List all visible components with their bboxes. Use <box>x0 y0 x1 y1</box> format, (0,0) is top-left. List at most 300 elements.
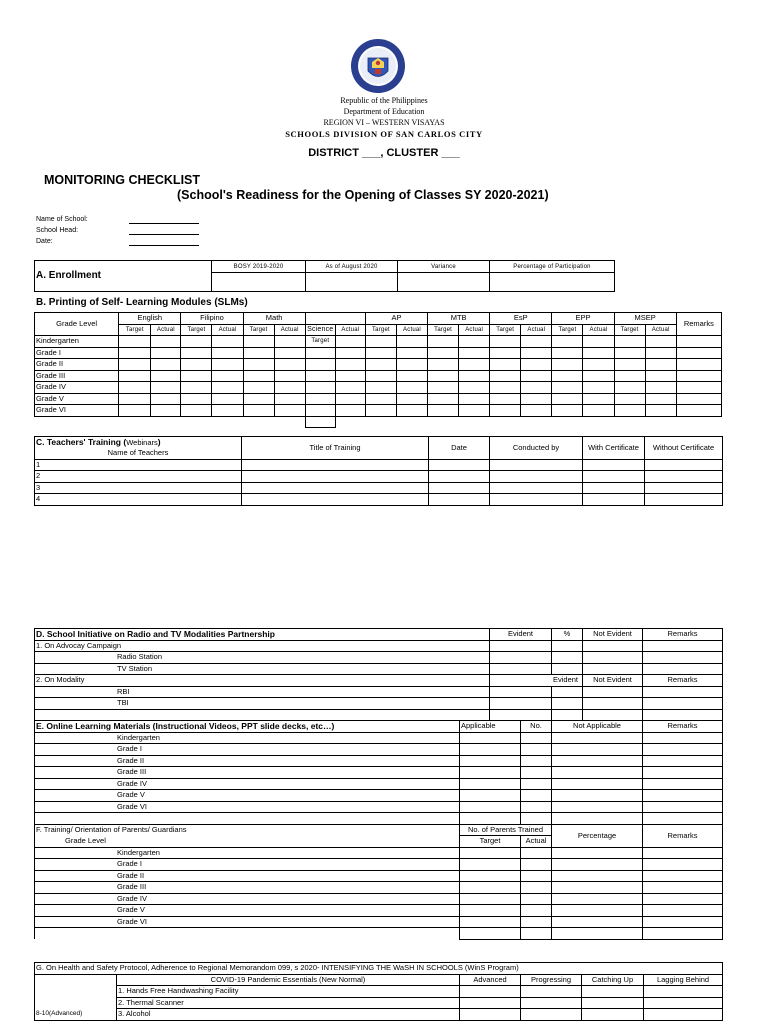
cell[interactable] <box>460 870 521 882</box>
slm-cell[interactable] <box>243 359 274 371</box>
col-percentage: Percentage <box>552 824 643 847</box>
slm-cell[interactable] <box>119 382 151 394</box>
with-cert-cell[interactable] <box>583 459 645 471</box>
english-actual: Actual <box>151 324 181 336</box>
slm-table <box>34 312 722 428</box>
grade-level-header: Grade Level <box>35 313 119 336</box>
slm-cell[interactable] <box>645 359 676 371</box>
enroll-variance-cell[interactable] <box>398 273 490 292</box>
cell[interactable] <box>552 767 643 779</box>
school-name-field[interactable] <box>129 223 199 224</box>
wins-item-3: 3. Alcohol <box>117 1009 460 1021</box>
ap-target: Target <box>365 324 396 336</box>
training-date-cell[interactable] <box>429 494 490 506</box>
section-f-title: F. Training/ Orientation of Parents/ Guardians <box>35 824 460 836</box>
cell[interactable] <box>552 744 643 756</box>
table-row <box>35 382 722 394</box>
slm-cell[interactable] <box>365 359 396 371</box>
subject-epp: EPP <box>552 313 614 325</box>
training-title-cell[interactable] <box>242 494 429 506</box>
cell[interactable] <box>460 916 521 928</box>
slm-cell[interactable] <box>365 393 396 405</box>
slm-cell[interactable] <box>243 382 274 394</box>
slm-cell[interactable] <box>305 405 335 417</box>
slm-cell[interactable] <box>335 393 365 405</box>
slm-cell[interactable] <box>459 370 490 382</box>
cell[interactable] <box>521 905 552 917</box>
slm-cell[interactable] <box>521 359 552 371</box>
slm-cell[interactable] <box>490 359 521 371</box>
cell[interactable] <box>552 859 643 871</box>
slm-cell[interactable] <box>335 382 365 394</box>
grade-label: Grade IV <box>35 382 119 394</box>
slm-cell[interactable] <box>459 347 490 359</box>
slm-cell[interactable] <box>396 393 427 405</box>
slm-cell[interactable] <box>521 347 552 359</box>
slm-cell[interactable] <box>243 405 274 417</box>
slm-cell[interactable] <box>274 336 305 348</box>
grade-label: Grade III <box>35 370 119 382</box>
cell[interactable] <box>521 870 552 882</box>
grade-label: Grade V <box>35 393 119 405</box>
col-evident-2: Evident <box>490 675 583 687</box>
cell[interactable] <box>460 882 521 894</box>
table-row <box>35 778 723 790</box>
grade-label: Grade IV <box>35 893 460 905</box>
subject-mtb: MTB <box>428 313 490 325</box>
cell[interactable] <box>460 905 521 917</box>
slm-cell[interactable] <box>274 359 305 371</box>
cell[interactable] <box>460 893 521 905</box>
conducted-by-cell[interactable] <box>490 471 583 483</box>
cell[interactable] <box>643 916 723 928</box>
slm-cell[interactable] <box>583 382 614 394</box>
grade-label: Grade VI <box>35 916 460 928</box>
cell[interactable] <box>460 847 521 859</box>
slm-cell[interactable] <box>583 336 614 348</box>
slm-cell[interactable] <box>305 359 335 371</box>
slm-cell[interactable] <box>614 382 645 394</box>
slm-cell[interactable] <box>521 405 552 417</box>
slm-cell[interactable] <box>212 347 243 359</box>
slm-cell[interactable] <box>305 370 335 382</box>
grade-label: Grade IV <box>35 778 460 790</box>
slm-cell[interactable] <box>365 382 396 394</box>
cell[interactable] <box>460 778 521 790</box>
training-title-cell[interactable] <box>242 459 429 471</box>
grade-label: Grade VI <box>35 405 119 417</box>
slm-cell[interactable] <box>552 405 583 417</box>
enrollment-table <box>34 260 615 292</box>
grade-label: Grade VI <box>35 801 460 813</box>
slm-cell[interactable] <box>365 405 396 417</box>
cell[interactable] <box>521 767 552 779</box>
slm-cell[interactable] <box>274 393 305 405</box>
slm-cell[interactable] <box>305 382 335 394</box>
cell[interactable] <box>460 859 521 871</box>
training-date-cell[interactable] <box>429 482 490 494</box>
slm-cell[interactable] <box>614 393 645 405</box>
cell[interactable] <box>643 847 723 859</box>
slm-cell[interactable] <box>552 359 583 371</box>
slm-remarks-cell[interactable] <box>676 393 721 405</box>
col-variance: Variance <box>398 261 490 273</box>
cell[interactable] <box>643 882 723 894</box>
cell[interactable] <box>552 882 643 894</box>
slm-cell[interactable] <box>396 336 427 348</box>
slm-cell[interactable] <box>552 382 583 394</box>
slm-cell[interactable] <box>274 382 305 394</box>
col-evident: Evident <box>490 629 552 641</box>
teacher-row-number: 3 <box>35 482 242 494</box>
slm-cell[interactable] <box>552 347 583 359</box>
science-label: Science <box>305 324 335 336</box>
cell[interactable] <box>643 790 723 802</box>
science-actual: Actual <box>335 324 365 336</box>
region-line: REGION VI – WESTERN VISAYAS <box>323 118 445 127</box>
training-title-cell[interactable] <box>242 471 429 483</box>
slm-cell[interactable] <box>614 359 645 371</box>
conducted-by-cell[interactable] <box>490 482 583 494</box>
cell[interactable] <box>643 905 723 917</box>
cell[interactable] <box>460 732 521 744</box>
slm-cell[interactable] <box>552 370 583 382</box>
slm-cell[interactable] <box>274 405 305 417</box>
slm-cell[interactable] <box>645 405 676 417</box>
slm-cell[interactable] <box>243 336 274 348</box>
cell[interactable] <box>521 801 552 813</box>
cell[interactable] <box>521 847 552 859</box>
cell[interactable] <box>521 755 552 767</box>
cell[interactable] <box>521 882 552 894</box>
cell[interactable] <box>643 755 723 767</box>
training-date-cell[interactable] <box>429 471 490 483</box>
teacher-row-number: 2 <box>35 471 242 483</box>
slm-cell[interactable] <box>396 405 427 417</box>
slm-cell[interactable] <box>614 347 645 359</box>
slm-cell[interactable] <box>428 405 459 417</box>
slm-cell[interactable] <box>181 393 212 405</box>
slm-cell[interactable] <box>490 393 521 405</box>
slm-cell[interactable] <box>335 347 365 359</box>
slm-cell[interactable] <box>645 393 676 405</box>
on-modality: 2. On Modality <box>35 675 490 687</box>
epp-actual: Actual <box>583 324 614 336</box>
col-not-evident-2: Not Evident <box>583 675 643 687</box>
slm-cell[interactable] <box>181 405 212 417</box>
slm-cell[interactable] <box>521 336 552 348</box>
with-cert-cell[interactable] <box>583 482 645 494</box>
slm-cell[interactable] <box>305 416 335 428</box>
slm-cell[interactable] <box>119 370 151 382</box>
cell[interactable] <box>552 870 643 882</box>
slm-cell[interactable] <box>521 393 552 405</box>
enroll-bosy-cell[interactable] <box>212 273 306 292</box>
enroll-august-cell[interactable] <box>306 273 398 292</box>
slm-cell[interactable] <box>396 370 427 382</box>
health-safety-table <box>34 962 723 1021</box>
slm-cell[interactable] <box>335 405 365 417</box>
section-g-title: G. On Health and Safety Protocol, Adherence to Regional Memorandom 099, s 2020- INTENSIFYING THE WaSH IN SCHOOLS (WinS Program) <box>35 963 723 975</box>
cell[interactable] <box>552 916 643 928</box>
slm-cell[interactable] <box>583 347 614 359</box>
slm-cell[interactable] <box>181 347 212 359</box>
slm-cell[interactable] <box>459 359 490 371</box>
cell[interactable] <box>552 790 643 802</box>
slm-cell[interactable] <box>490 405 521 417</box>
slm-cell[interactable] <box>151 382 181 394</box>
cell[interactable] <box>643 744 723 756</box>
cell[interactable] <box>643 732 723 744</box>
slm-cell[interactable] <box>428 347 459 359</box>
enroll-participation-cell[interactable] <box>490 273 615 292</box>
slm-cell[interactable] <box>335 370 365 382</box>
english-target: Target <box>119 324 151 336</box>
without-cert-cell[interactable] <box>645 471 723 483</box>
section-c-title <box>35 437 242 449</box>
slm-cell[interactable] <box>428 393 459 405</box>
slm-cell[interactable] <box>181 370 212 382</box>
slm-cell[interactable] <box>335 359 365 371</box>
cell[interactable] <box>552 755 643 767</box>
slm-cell[interactable] <box>459 336 490 348</box>
slm-cell[interactable] <box>181 359 212 371</box>
col-participation: Percentage of Participation <box>490 261 615 273</box>
cell[interactable] <box>460 767 521 779</box>
col-conducted-by: Conducted by <box>490 437 583 460</box>
table-row <box>35 494 723 506</box>
slm-cell[interactable] <box>396 382 427 394</box>
slm-cell[interactable] <box>181 382 212 394</box>
slm-cell[interactable] <box>521 382 552 394</box>
slm-cell[interactable] <box>428 382 459 394</box>
division-line: SCHOOLS DIVISION OF SAN CARLOS CITY <box>285 129 483 139</box>
slm-cell[interactable] <box>614 336 645 348</box>
slm-remarks-cell[interactable] <box>676 359 721 371</box>
cell[interactable] <box>643 859 723 871</box>
epp-target: Target <box>552 324 583 336</box>
cell[interactable] <box>552 778 643 790</box>
tv-station: TV Station <box>35 663 490 675</box>
section-e-title: E. Online Learning Materials (Instructional Videos, PPT slide decks, etc…) <box>35 721 460 733</box>
with-cert-cell[interactable] <box>583 494 645 506</box>
table-row <box>35 405 722 417</box>
slm-remarks-cell[interactable] <box>676 405 721 417</box>
cell[interactable] <box>552 893 643 905</box>
slm-cell[interactable] <box>243 370 274 382</box>
school-head-label: School Head: <box>36 227 79 234</box>
table-row <box>35 767 723 779</box>
slm-cell[interactable] <box>274 370 305 382</box>
section-c-title-bold: C. Teachers' Training ( <box>36 437 127 447</box>
slm-cell[interactable] <box>151 393 181 405</box>
slm-cell[interactable] <box>428 336 459 348</box>
without-cert-cell[interactable] <box>645 482 723 494</box>
slm-cell[interactable] <box>583 393 614 405</box>
cell[interactable] <box>643 767 723 779</box>
slm-cell[interactable] <box>243 393 274 405</box>
remarks-header: Remarks <box>676 313 721 336</box>
slm-cell[interactable] <box>151 347 181 359</box>
slm-cell[interactable] <box>490 382 521 394</box>
col-lagging-behind: Lagging Behind <box>644 974 723 986</box>
slm-cell[interactable] <box>305 393 335 405</box>
slm-cell[interactable] <box>365 336 396 348</box>
slm-cell[interactable] <box>396 359 427 371</box>
cell[interactable] <box>460 744 521 756</box>
slm-cell[interactable] <box>151 405 181 417</box>
slm-cell[interactable] <box>552 336 583 348</box>
subject-math: Math <box>243 313 305 325</box>
slm-cell[interactable] <box>119 359 151 371</box>
grade-label: Grade III <box>35 882 460 894</box>
grade-label: Grade V <box>35 905 460 917</box>
without-cert-cell[interactable] <box>645 459 723 471</box>
cell[interactable] <box>521 893 552 905</box>
slm-cell[interactable] <box>151 336 181 348</box>
slm-cell[interactable] <box>151 370 181 382</box>
slm-cell[interactable] <box>645 336 676 348</box>
cell[interactable] <box>460 755 521 767</box>
cell[interactable] <box>521 859 552 871</box>
conducted-by-cell[interactable] <box>490 494 583 506</box>
cell[interactable] <box>552 732 643 744</box>
republic-line: Republic of the Philippines <box>340 96 428 105</box>
cell[interactable] <box>552 801 643 813</box>
table-row <box>35 482 723 494</box>
table-row <box>35 393 722 405</box>
slm-cell[interactable] <box>212 393 243 405</box>
cell[interactable] <box>521 790 552 802</box>
date-field[interactable] <box>129 245 199 246</box>
slm-cell[interactable] <box>212 359 243 371</box>
slm-cell[interactable] <box>396 347 427 359</box>
table-row <box>35 370 722 382</box>
slm-remarks-cell[interactable] <box>676 347 721 359</box>
slm-cell[interactable] <box>428 370 459 382</box>
slm-cell[interactable] <box>151 359 181 371</box>
cell[interactable] <box>521 778 552 790</box>
slm-cell[interactable] <box>645 370 676 382</box>
grade-level-f: Grade Level <box>35 836 460 848</box>
slm-cell[interactable] <box>645 382 676 394</box>
slm-cell[interactable] <box>614 405 645 417</box>
cell[interactable] <box>521 916 552 928</box>
slm-cell[interactable] <box>181 336 212 348</box>
slm-cell[interactable] <box>583 359 614 371</box>
slm-cell[interactable] <box>119 336 151 348</box>
col-target-f: Target <box>460 836 521 848</box>
radio-station: Radio Station <box>35 652 490 664</box>
slm-cell[interactable] <box>119 393 151 405</box>
training-title-cell[interactable] <box>242 482 429 494</box>
col-catching-up: Catching Up <box>582 974 644 986</box>
training-date-cell[interactable] <box>429 459 490 471</box>
table-row <box>35 801 723 813</box>
slm-cell[interactable] <box>583 405 614 417</box>
subject-esp: EsP <box>490 313 552 325</box>
slm-cell[interactable] <box>365 370 396 382</box>
slm-cell[interactable] <box>212 336 243 348</box>
cell[interactable] <box>521 732 552 744</box>
slm-cell[interactable] <box>274 347 305 359</box>
slm-remarks-cell[interactable] <box>676 382 721 394</box>
msep-target: Target <box>614 324 645 336</box>
slm-remarks-cell[interactable] <box>676 336 721 348</box>
cell[interactable] <box>460 801 521 813</box>
conducted-by-cell[interactable] <box>490 459 583 471</box>
without-cert-cell[interactable] <box>645 494 723 506</box>
slm-cell[interactable] <box>212 405 243 417</box>
grade-label: Grade I <box>35 347 119 359</box>
math-actual: Actual <box>274 324 305 336</box>
slm-cell[interactable] <box>645 347 676 359</box>
esp-target: Target <box>490 324 521 336</box>
grade-label: Grade V <box>35 790 460 802</box>
section-a-title: A. Enrollment <box>35 261 212 292</box>
cell[interactable] <box>552 905 643 917</box>
cell[interactable] <box>643 801 723 813</box>
slm-cell[interactable] <box>614 370 645 382</box>
slm-cell[interactable] <box>119 347 151 359</box>
slm-cell[interactable] <box>428 359 459 371</box>
cell[interactable] <box>460 790 521 802</box>
table-row <box>35 459 723 471</box>
slm-cell[interactable] <box>119 405 151 417</box>
mtb-actual: Actual <box>459 324 490 336</box>
with-cert-cell[interactable] <box>583 471 645 483</box>
slm-cell[interactable] <box>490 370 521 382</box>
slm-cell[interactable] <box>552 393 583 405</box>
slm-cell[interactable] <box>212 370 243 382</box>
esp-actual: Actual <box>521 324 552 336</box>
cell[interactable] <box>643 893 723 905</box>
col-with-certificate: With Certificate <box>583 437 645 460</box>
grade-label: Grade II <box>35 359 119 371</box>
slm-cell[interactable] <box>459 405 490 417</box>
checklist-subtitle: (School's Readiness for the Opening of Classes SY 2020-2021) <box>177 188 549 202</box>
slm-cell[interactable] <box>459 382 490 394</box>
slm-cell[interactable] <box>583 370 614 382</box>
slm-cell[interactable] <box>212 382 243 394</box>
msep-actual: Actual <box>645 324 676 336</box>
slm-cell[interactable] <box>243 347 274 359</box>
ap-actual: Actual <box>396 324 427 336</box>
table-row <box>35 755 723 767</box>
cell[interactable] <box>643 870 723 882</box>
slm-cell[interactable] <box>521 370 552 382</box>
teacher-row-number: 1 <box>35 459 242 471</box>
filipino-actual: Actual <box>212 324 243 336</box>
slm-remarks-cell[interactable] <box>676 370 721 382</box>
cell[interactable] <box>643 778 723 790</box>
math-target: Target <box>243 324 274 336</box>
school-head-field[interactable] <box>129 234 199 235</box>
table-row <box>35 847 723 859</box>
slm-cell[interactable] <box>459 393 490 405</box>
col-parents-trained: No. of Parents Trained <box>460 824 552 836</box>
table-row <box>35 416 722 428</box>
cell[interactable] <box>552 847 643 859</box>
slm-cell[interactable] <box>335 336 365 348</box>
slm-cell[interactable] <box>490 347 521 359</box>
slm-cell[interactable] <box>490 336 521 348</box>
col-not-applicable: Not Applicable <box>552 721 643 733</box>
slm-cell[interactable] <box>365 347 396 359</box>
slm-cell[interactable] <box>305 347 335 359</box>
cell[interactable] <box>521 744 552 756</box>
col-advanced: Advanced <box>460 974 521 986</box>
